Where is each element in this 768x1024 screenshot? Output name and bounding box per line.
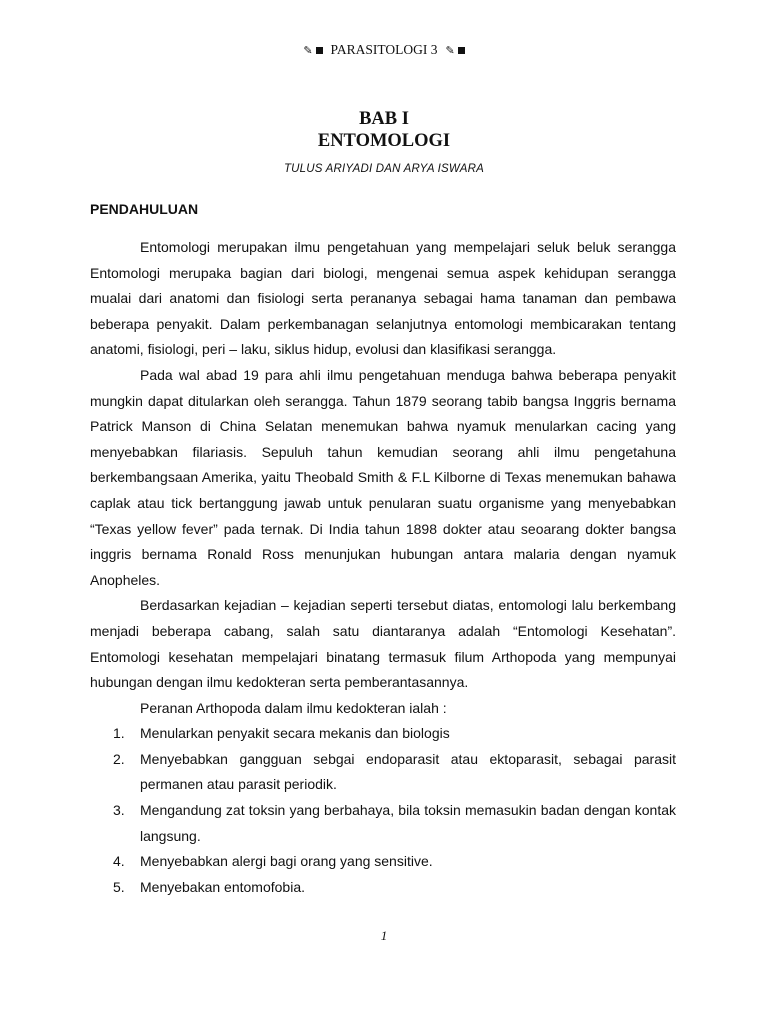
list-item-text: Menyebabkan gangguan sebgai endoparasit atau ektoparasit, sebagai parasit permanen atau parasit periodik.: [140, 750, 676, 793]
paragraph: Entomologi merupakan ilmu pengetahuan yang mempelajari seluk beluk serangga Entomologi merupaka bagian dari biologi, mengenai semua aspek kehidupan serangga mualai dari anatomi dan fisiologi serta perananya sebagai hama tanaman dan pembawa beberapa penyakit. Dalam perkembanagan selanjutnya entomologi membicarakan tentang anatomi, fisiologi, peri – laku, siklus hidup, evolusi dan klasifikasi serangga.: [90, 239, 676, 358]
list-item-text: Menyebabkan alergi bagi orang yang sensitive.: [140, 853, 433, 870]
header-ornament-right: [445, 44, 464, 57]
paragraph: Pada wal abad 19 para ahli ilmu pengetahuan menduga bahwa beberapa penyakit mungkin dapat ditularkan oleh serangga. Tahun 1879 seorang tabib bangsa Inggris bernama Patrick Manson di China Selatan menemukan bahwa nyamuk menularkan cacing yang menyebabkan filariasis. Sepuluh tahun kemudian seorang ahli ilmu pengetahuna berkembangsaan Amerika, yaitu Theobald Smith & F.L Kilborne di Texas menemukan bahawa caplak atau tick bertanggung jawab untuk penularan suatu organisme yang menyebabkan “Texas yellow fever” pada ternak. Di India tahun 1898 dokter atau seoarang dokter bangsa inggris bernama Ronald Ross menunjukan hubungan antara malaria dengan nyamuk Anopheles.: [90, 366, 676, 588]
list-item-number: 5.: [113, 878, 125, 895]
chapter-number: BAB I: [359, 109, 409, 129]
paragraph: Berdasarkan kejadian – kejadian seperti tersebut diatas, entomologi lalu berkembang menjadi beberapa cabang, salah satu diantaranya adalah “Entomologi Kesehatan”. Entomologi kesehatan mempelajari binatang termasuk filum Arthopoda yang mempunyai hubungan dengan ilmu kedokteran serta pemberantasannya.: [90, 597, 676, 691]
paragraph: Peranan Arthopoda dalam ilmu kedokteran ialah :: [140, 699, 447, 716]
list-item: [90, 721, 676, 747]
chapter-authors: TULUS ARIYADI DAN ARYA ISWARA: [283, 163, 485, 175]
role-list: [90, 721, 676, 900]
square-bullet-icon: [316, 47, 323, 54]
list-item-text: Menularkan penyakit secara mekanis dan biologis: [140, 725, 450, 742]
chapter-title: ENTOMOLOGI: [317, 131, 451, 151]
list-item: [90, 747, 676, 798]
square-bullet-icon: [458, 47, 465, 54]
page-number: 1: [380, 928, 388, 943]
list-item-number: 4.: [113, 853, 125, 870]
list-item-number: 1.: [113, 725, 125, 742]
header-ornament-left: [303, 44, 322, 57]
section-heading: PENDAHULUAN: [90, 201, 199, 217]
list-item-text: Mengandung zat toksin yang berbahaya, bila toksin memasukin badan dengan kontak langsung.: [140, 802, 676, 844]
list-item: [90, 849, 676, 875]
list-item-text: Menyebakan entomofobia.: [140, 878, 305, 895]
pencil-icon: ✎: [303, 44, 313, 57]
list-item: [90, 875, 676, 901]
list-item: [90, 798, 676, 849]
chapter-heading: [0, 108, 768, 152]
running-header: [0, 42, 768, 58]
running-header-title: PARASITOLOGI 3: [330, 42, 438, 57]
list-item-number: 3.: [113, 802, 125, 819]
list-item-number: 2.: [113, 750, 125, 767]
body-text: [90, 235, 676, 900]
pencil-icon: ✎: [445, 44, 455, 57]
